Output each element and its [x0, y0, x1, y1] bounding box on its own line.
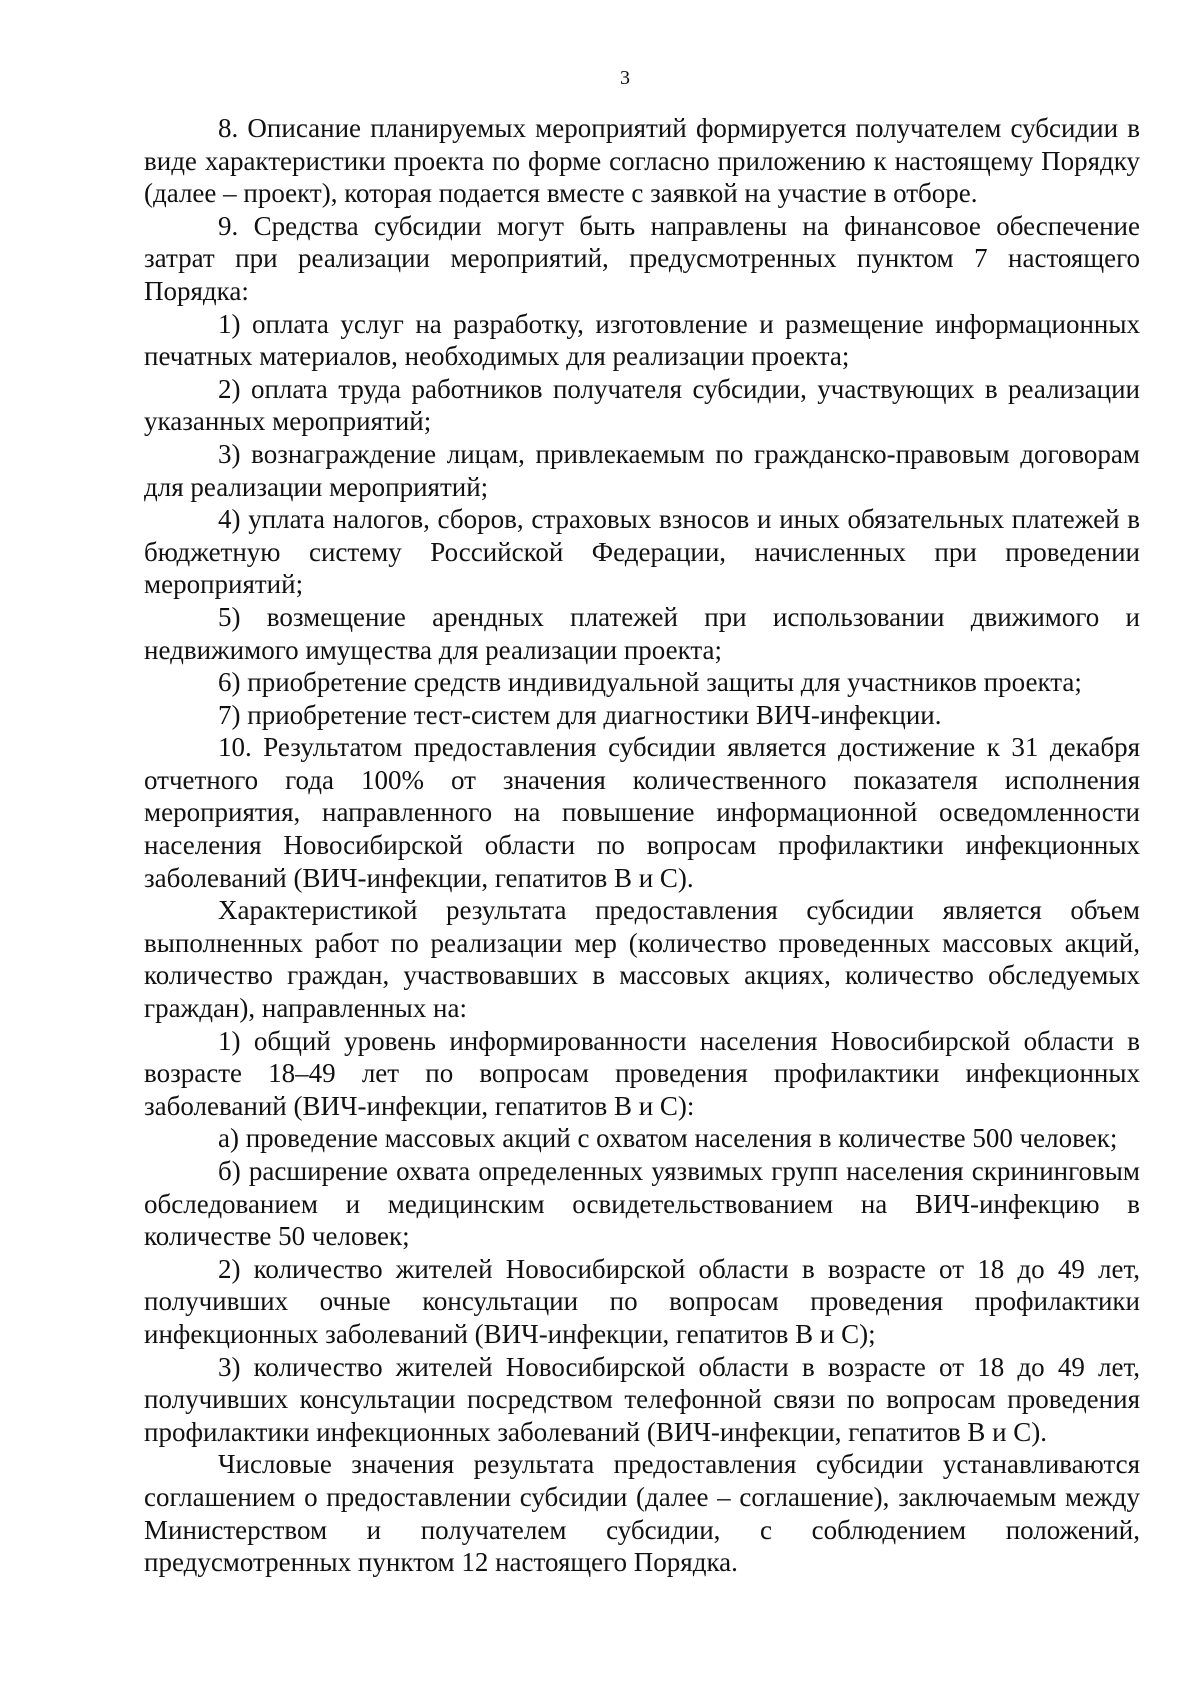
- paragraph-8-description: 8. Описание планируемых мероприятий формируется получателем субсидии в виде характеристики проекта по форме согласно приложению к настоящему Порядку (далее – проект), которая подается вместе с заявкой на участие в отборе.: [144, 113, 1140, 209]
- page-number: 3: [620, 67, 630, 89]
- list-item-9-6: 6) приобретение средств индивидуальной защиты для участников проекта;: [218, 667, 1082, 698]
- list-item-9-1: 1) оплата услуг на разработку, изготовление и размещение информационных печатных материалов, необходимых для реализации проекта;: [144, 308, 1140, 372]
- list-item-characteristic-1: 1) общий уровень информированности населения Новосибирской области в возрасте 18–49 лет по вопросам проведения профилактики инфекционных заболеваний (ВИЧ-инфекции, гепатитов В и С):: [144, 1025, 1140, 1121]
- document-body: [144, 112, 1140, 1579]
- list-item-characteristic-2: 2) количество жителей Новосибирской области в возрасте от 18 до 49 лет, получивших очные консультации по вопросам проведения профилактики инфекционных заболеваний (ВИЧ-инфекции, гепатитов В и С);: [144, 1253, 1140, 1349]
- paragraph-result-characteristic: Характеристикой результата предоставления субсидии является объем выполненных работ по реализации мер (количество проведенных массовых акций, количество граждан, участвовавших в массовых акциях, количество обследуемых граждан), направленных на:: [144, 895, 1140, 1024]
- list-item-9-5: 5) возмещение арендных платежей при использовании движимого и недвижимого имущества для реализации проекта;: [144, 601, 1140, 665]
- paragraph-9-subsidy-funds: 9. Средства субсидии могут быть направлены на финансовое обеспечение затрат при реализации мероприятий, предусмотренных пунктом 7 настоящего Порядка:: [144, 210, 1140, 306]
- list-item-9-4: 4) уплата налогов, сборов, страховых взносов и иных обязательных платежей в бюджетную систему Российской Федерации, начисленных при проведении мероприятий;: [144, 504, 1140, 600]
- paragraph-numeric-values: Числовые значения результата предоставления субсидии устанавливаются соглашением о предоставлении субсидии (далее – соглашение), заключаемым между Министерством и получателем субсидии, с соблюдением положений, предусмотренных пунктом 12 настоящего Порядка.: [144, 1449, 1140, 1578]
- list-item-characteristic-1b: б) расширение охвата определенных уязвимых групп населения скрининговым обследованием и медицинским освидетельствованием на ВИЧ-инфекцию в количестве 50 человек;: [144, 1156, 1140, 1252]
- list-item-characteristic-3: 3) количество жителей Новосибирской области в возрасте от 18 до 49 лет, получивших консультации посредством телефонной связи по вопросам проведения профилактики инфекционных заболеваний (ВИЧ-инфекции, гепатитов В и С).: [144, 1351, 1140, 1447]
- list-item-characteristic-1a: а) проведение массовых акций с охватом населения в количестве 500 человек;: [218, 1123, 1118, 1154]
- list-item-9-3: 3) вознаграждение лицам, привлекаемым по гражданско-правовым договорам для реализации мероприятий;: [144, 438, 1140, 502]
- paragraph-10-result: 10. Результатом предоставления субсидии является достижение к 31 декабря отчетного года 100% от значения количественного показателя исполнения мероприятия, направленного на повышение информационной осведомленности населения Новосибирской области по вопросам профилактики инфекционных заболеваний (ВИЧ-инфекции, гепатитов В и С).: [144, 732, 1140, 893]
- list-item-9-2: 2) оплата труда работников получателя субсидии, участвующих в реализации указанных мероприятий;: [144, 373, 1140, 437]
- list-item-9-7: 7) приобретение тест-систем для диагностики ВИЧ-инфекции.: [218, 699, 942, 730]
